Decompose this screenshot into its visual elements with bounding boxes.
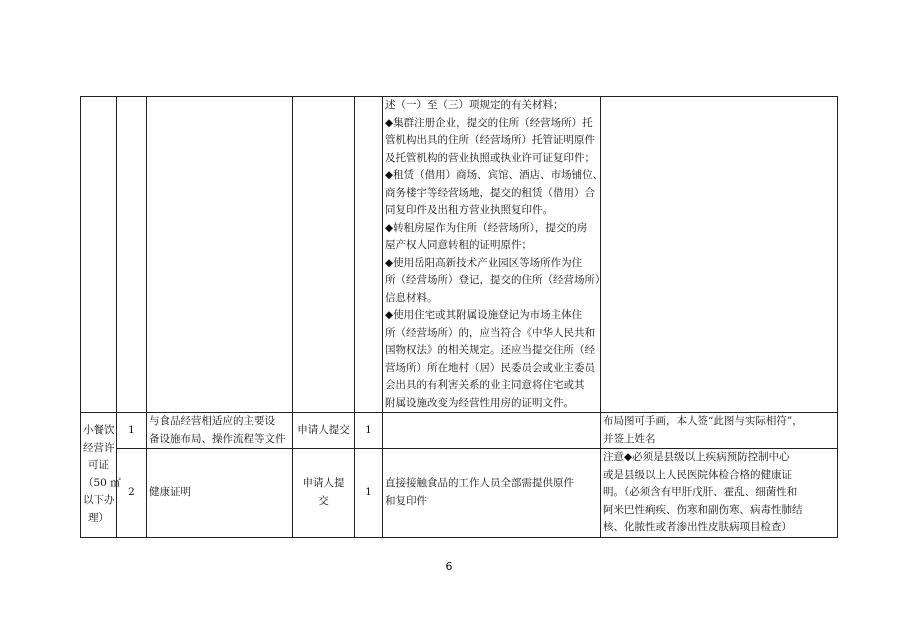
requirement-line: 所（经营场所）登记，提交的住所（经营场所） [385, 274, 606, 286]
note-line: 布局图可手画，本人签“此图与实际相符”， [603, 415, 803, 427]
category-line: 经营许 [83, 441, 115, 454]
category-line: 以下办 [83, 494, 115, 507]
requirement-line: 营场所）所在地村（居）民委员会或业主委员 [385, 361, 595, 374]
note-line: 明。（必须含有甲肝戊肝、霍乱、细菌性和 [603, 486, 798, 498]
requirement-line: 述（一）至（三）项规定的有关材料； [385, 99, 564, 111]
material-cell [147, 413, 293, 449]
requirement-line: 信息材料。 [385, 291, 438, 304]
requirement-line: 和复印件 [385, 494, 427, 507]
requirement-line: 商务楼宇等经营场地，提交的租赁（借用）合 [385, 186, 595, 199]
material-cell: 健康证明 [147, 449, 293, 538]
requirement-line: ◆租赁（借用）商场、宾馆、酒店、市场铺位、 [385, 169, 604, 181]
index-cell: 1 [117, 413, 147, 449]
category-cell-continued [81, 97, 117, 413]
requirement-line: 及托管机构的营业执照或执业许可证复印件； [385, 151, 595, 164]
requirements-table [80, 96, 838, 538]
requirement-line: ◆使用住宅或其附属设施登记为市场主体住 [385, 309, 583, 321]
requirement-line: 所（经营场所）的，应当符合《中华人民共和 [385, 326, 595, 339]
category-cell [81, 413, 121, 538]
source-cell [293, 449, 355, 538]
requirement-line: 管机构出具的住所（经营场所）托管证明原件 [385, 134, 595, 146]
note-cell-continued [601, 97, 838, 413]
material-line: 与食品经营相适应的主要设 [149, 415, 275, 427]
source-cell: 申请人提交 [293, 413, 355, 449]
requirement-line: 屋产权人同意转租的证明原件； [385, 239, 532, 251]
note-cell [601, 413, 838, 449]
note-line: 阿米巴性痢疾、伤寒和副伤寒、病毒性肺结 [603, 503, 803, 516]
category-line: 理） [88, 511, 109, 524]
category-line: （50 ㎡ [83, 476, 121, 489]
copies-cell: 1 [355, 449, 383, 538]
material-cell-continued [147, 97, 293, 413]
requirement-line: 国物权法》的相关规定。还应当提交住所（经 [385, 344, 595, 356]
note-line: 核、化脓性或者渗出性皮肤病项目检查） [603, 521, 792, 533]
index-cell-continued [117, 97, 147, 413]
note-cell [601, 449, 838, 538]
page-number: 6 [445, 560, 453, 573]
category-line: 小餐饮 [83, 424, 115, 437]
source-line: 申请人提 [302, 477, 345, 490]
requirement-cell [383, 413, 601, 449]
table-row [81, 449, 838, 538]
note-line: 注意◆必须是县级以上疾病预防控制中心 [603, 451, 790, 463]
note-line: 并签上姓名 [603, 432, 656, 445]
requirement-line: 同复印件及出租方营业执照复印件。 [385, 204, 553, 216]
requirement-cell-continued [383, 97, 606, 413]
requirement-line: 会出具的有利害关系的业主同意将住宅或其 [385, 379, 585, 391]
source-cell-continued [293, 97, 355, 413]
requirement-line: ◆使用岳阳高新技术产业园区等场所作为住 [385, 256, 583, 269]
requirement-line: ◆转租房屋作为住所（经营场所），提交的房 [385, 221, 588, 234]
requirement-line: 附属设施改变为经营性用房的证明文件。 [385, 396, 574, 409]
copies-cell-continued [355, 97, 383, 413]
requirement-line: ◆集群注册企业，提交的住所（经营场所）托 [385, 116, 593, 129]
requirement-line: 直接接触食品的工作人员全部需提供原件 [385, 477, 574, 490]
table-row [81, 413, 838, 449]
category-line: 可证 [88, 459, 109, 472]
material-line: 备设施布局、操作流程等文件 [149, 432, 286, 445]
source-line: 交 [318, 494, 329, 507]
requirement-cell [383, 449, 601, 538]
copies-cell: 1 [355, 413, 383, 449]
table-row-continuation [81, 97, 838, 413]
note-line: 或是县级以上人民医院体检合格的健康证 [603, 468, 792, 481]
index-cell: 2 [117, 449, 147, 538]
